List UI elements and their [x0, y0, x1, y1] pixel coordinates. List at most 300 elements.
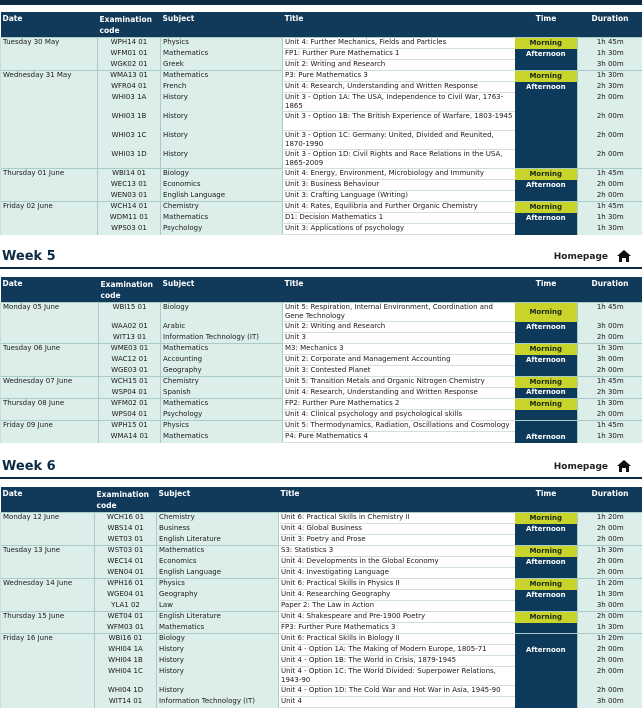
exam-code-cell: WPH15 01 [99, 421, 161, 432]
subject-cell: Mathematics [161, 213, 283, 224]
time-cell: Morning [515, 546, 578, 557]
time-cell: Afternoon [515, 524, 578, 535]
duration-cell: 2h 00m [578, 557, 642, 568]
subject-cell: Economics [161, 180, 283, 191]
title-cell: Unit 3 [283, 333, 515, 344]
home-icon[interactable] [616, 249, 632, 263]
date-cell [1, 213, 98, 224]
time-cell: Afternoon [515, 388, 578, 399]
col-subject: Subject [161, 277, 283, 303]
time-cell [515, 224, 578, 235]
date-cell: Wednesday 14 June [1, 579, 95, 590]
week5-header-row [1, 277, 642, 303]
time-cell [515, 667, 578, 686]
duration-cell: 2h 30m [578, 388, 642, 399]
time-cell: Afternoon [515, 645, 578, 656]
subject-cell: Physics [157, 579, 279, 590]
date-cell: Thursday 01 June [1, 169, 98, 180]
subject-cell: Mathematics [161, 432, 283, 443]
table-row [1, 634, 642, 645]
week6-header-row [1, 487, 642, 513]
home-icon[interactable] [616, 459, 632, 473]
duration-cell: 1h 30m [578, 49, 642, 60]
table-row [1, 180, 642, 191]
exam-code-cell: WFM03 01 [95, 623, 157, 634]
subject-cell: Spanish [161, 388, 283, 399]
duration-cell: 2h 00m [578, 686, 642, 697]
date-cell [1, 388, 99, 399]
duration-cell: 2h 00m [578, 410, 642, 421]
title-cell: Unit 4 - Option 1B: The World in Crisis, 1879-1945 [279, 656, 515, 667]
subject-cell: Geography [157, 590, 279, 601]
exam-code-cell: WFM02 01 [99, 399, 161, 410]
subject-cell: Business [157, 524, 279, 535]
date-cell [1, 112, 98, 131]
subject-cell: Mathematics [161, 49, 283, 60]
exam-code-cell: WPH16 01 [95, 579, 157, 590]
title-cell: Unit 4 [279, 697, 515, 708]
date-cell [1, 60, 98, 71]
duration-cell: 3h 00m [578, 697, 642, 708]
table-row [1, 71, 642, 82]
subject-cell: Greek [161, 60, 283, 71]
duration-cell: 2h 00m [578, 333, 642, 344]
duration-cell: 1h 20m [578, 579, 642, 590]
duration-cell: 1h 45m [578, 169, 642, 180]
duration-cell: 1h 45m [578, 377, 642, 388]
exam-code-cell: WET04 01 [95, 612, 157, 623]
title-cell: Unit 5: Transition Metals and Organic Nitrogen Chemistry [283, 377, 515, 388]
duration-cell: 2h 00m [578, 93, 642, 112]
duration-cell: 1h 30m [578, 213, 642, 224]
table-row [1, 524, 642, 535]
time-cell [515, 656, 578, 667]
subject-cell: French [161, 82, 283, 93]
date-cell [1, 656, 95, 667]
exam-code-cell: WEN03 01 [98, 191, 161, 202]
time-cell: Morning [515, 202, 578, 213]
table-row [1, 377, 642, 388]
date-cell [1, 150, 98, 169]
title-cell: Unit 2: Writing and Research [283, 60, 515, 71]
table-row [1, 686, 642, 697]
week5-underline [0, 267, 642, 269]
week5-heading-bar [0, 247, 642, 269]
title-cell: Unit 2: Corporate and Management Accounting [283, 355, 515, 366]
time-cell [515, 634, 578, 645]
time-cell [515, 333, 578, 344]
duration-cell: 2h 00m [578, 535, 642, 546]
week6-title: Week 6 [2, 459, 56, 474]
subject-cell: Mathematics [157, 623, 279, 634]
date-cell: Monday 12 June [1, 513, 95, 524]
exam-code-cell: WGE03 01 [99, 366, 161, 377]
time-cell: Morning [515, 38, 578, 49]
title-cell: Paper 2: The Law in Action [279, 601, 515, 612]
subject-cell: English Language [157, 568, 279, 579]
subject-cell: English Literature [157, 535, 279, 546]
exam-code-cell: WMA13 01 [98, 71, 161, 82]
col-time: Time [515, 277, 578, 303]
exam-code-cell: WCH15 01 [99, 377, 161, 388]
exam-code-cell: WHI04 1A [95, 645, 157, 656]
title-cell: Unit 2: Writing and Research [283, 322, 515, 333]
date-cell [1, 645, 95, 656]
col-code: Examination code [95, 487, 157, 513]
time-cell [515, 60, 578, 71]
subject-cell: Mathematics [161, 344, 283, 355]
time-cell: Morning [515, 377, 578, 388]
duration-cell: 2h 00m [578, 150, 642, 169]
subject-cell: Law [157, 601, 279, 612]
subject-cell: Psychology [161, 410, 283, 421]
title-cell: Unit 3 - Option 1D: Civil Rights and Race Relations in the USA, 1865-2009 [283, 150, 515, 169]
col-duration: Duration [578, 12, 642, 38]
subject-cell: Biology [161, 169, 283, 180]
table-row [1, 623, 642, 634]
date-cell [1, 667, 95, 686]
table-row [1, 191, 642, 202]
title-cell: Unit 5: Respiration, Internal Environment, Coordination and Gene Technology [283, 303, 515, 322]
table-row [1, 224, 642, 235]
duration-cell: 2h 00m [578, 656, 642, 667]
time-cell: Morning [515, 612, 578, 623]
col-code: Examination code [99, 277, 161, 303]
title-cell: Unit 4: Research, Understanding and Written Response [283, 82, 515, 93]
date-cell [1, 590, 95, 601]
duration-cell: 2h 00m [578, 180, 642, 191]
table-row [1, 131, 642, 150]
duration-cell: 3h 00m [578, 322, 642, 333]
exam-code-cell: WGE04 01 [95, 590, 157, 601]
time-cell [515, 410, 578, 421]
duration-cell: 2h 00m [578, 191, 642, 202]
exam-code-cell: WIT14 01 [95, 697, 157, 708]
subject-cell: English Literature [157, 612, 279, 623]
exam-code-cell: WME03 01 [99, 344, 161, 355]
top-bar [0, 0, 642, 5]
date-cell [1, 191, 98, 202]
title-cell: Unit 4 - Option 1C: The World Divided: Superpower Relations, 1943-90 [279, 667, 515, 686]
exam-code-cell: WHI04 1B [95, 656, 157, 667]
exam-code-cell: WEC13 01 [98, 180, 161, 191]
exam-code-cell: WEN04 01 [95, 568, 157, 579]
subject-cell: Biology [161, 303, 283, 322]
title-cell: Unit 3 - Option 1B: The British Experience of Warfare, 1803-1945 [283, 112, 515, 131]
subject-cell: History [161, 131, 283, 150]
time-cell [515, 697, 578, 708]
homepage-link[interactable]: Homepage [553, 252, 608, 262]
title-cell: Unit 4 - Option 1D: The Cold War and Hot War in Asia, 1945-90 [279, 686, 515, 697]
time-cell: Morning [515, 513, 578, 524]
table-row [1, 601, 642, 612]
exam-code-cell: WFM01 01 [98, 49, 161, 60]
subject-cell: Psychology [161, 224, 283, 235]
subject-cell: Chemistry [161, 202, 283, 213]
table-row [1, 333, 642, 344]
date-cell: Wednesday 31 May [1, 71, 98, 82]
table-row [1, 112, 642, 131]
exam-code-cell: WBI15 01 [99, 303, 161, 322]
col-title: Title [283, 12, 515, 38]
week5-title: Week 5 [2, 249, 56, 264]
table-row [1, 432, 642, 443]
title-cell: FP3: Further Pure Mathematics 3 [279, 623, 515, 634]
time-cell [515, 131, 578, 150]
time-cell: Morning [515, 169, 578, 180]
exam-code-cell: WST03 01 [95, 546, 157, 557]
date-cell: Tuesday 13 June [1, 546, 95, 557]
time-cell: Morning [515, 399, 578, 410]
table-row [1, 667, 642, 686]
duration-cell: 3h 00m [578, 601, 642, 612]
col-title: Title [283, 277, 515, 303]
date-cell [1, 432, 99, 443]
duration-cell: 2h 00m [578, 524, 642, 535]
subject-cell: English Language [161, 191, 283, 202]
table-row [1, 388, 642, 399]
time-cell [515, 366, 578, 377]
time-cell [515, 93, 578, 112]
date-cell [1, 410, 99, 421]
duration-cell: 1h 45m [578, 303, 642, 322]
date-cell: Thursday 08 June [1, 399, 99, 410]
title-cell: P3: Pure Mathematics 3 [283, 71, 515, 82]
subject-cell: Geography [161, 366, 283, 377]
title-cell: Unit 4: Further Mechanics, Fields and Particles [283, 38, 515, 49]
date-cell [1, 180, 98, 191]
week6-underline [0, 477, 642, 479]
week6-heading-bar [0, 457, 642, 479]
subject-cell: Arabic [161, 322, 283, 333]
title-cell: Unit 3: Crafting Language (Writing) [283, 191, 515, 202]
table-row [1, 213, 642, 224]
date-cell: Tuesday 30 May [1, 38, 98, 49]
title-cell: Unit 3: Contested Planet [283, 366, 515, 377]
exam-code-cell: WHI03 1A [98, 93, 161, 112]
time-cell: Morning [515, 303, 578, 322]
date-cell [1, 568, 95, 579]
table-row [1, 60, 642, 71]
title-cell: Unit 4: Researching Geography [279, 590, 515, 601]
duration-cell: 2h 00m [578, 568, 642, 579]
exam-code-cell: WPS03 01 [98, 224, 161, 235]
col-code: Examination code [98, 12, 161, 38]
col-date: Date [1, 487, 95, 513]
time-cell: Afternoon [515, 49, 578, 60]
time-cell [515, 686, 578, 697]
table-row [1, 169, 642, 180]
time-cell: Morning [515, 71, 578, 82]
date-cell [1, 524, 95, 535]
subject-cell: Mathematics [161, 71, 283, 82]
subject-cell: Mathematics [157, 546, 279, 557]
subject-cell: History [157, 667, 279, 686]
col-subject: Subject [161, 12, 283, 38]
exam-code-cell: WHI03 1D [98, 150, 161, 169]
date-cell [1, 535, 95, 546]
title-cell: Unit 3: Business Behaviour [283, 180, 515, 191]
table-row [1, 579, 642, 590]
table-row [1, 656, 642, 667]
exam-code-cell: WFR04 01 [98, 82, 161, 93]
date-cell [1, 623, 95, 634]
duration-cell: 2h 00m [578, 112, 642, 131]
subject-cell: Physics [161, 38, 283, 49]
subject-cell: History [161, 112, 283, 131]
date-cell: Friday 02 June [1, 202, 98, 213]
subject-cell: Chemistry [157, 513, 279, 524]
title-cell: Unit 3: Applications of psychology [283, 224, 515, 235]
time-cell: Morning [515, 344, 578, 355]
exam-code-cell: WDM11 01 [98, 213, 161, 224]
table-row [1, 303, 642, 322]
duration-cell: 1h 20m [578, 634, 642, 645]
exam-code-cell: WPH14 01 [98, 38, 161, 49]
title-cell: Unit 6: Practical Skills in Biology II [279, 634, 515, 645]
date-cell [1, 224, 98, 235]
time-cell [515, 568, 578, 579]
title-cell: D1: Decision Mathematics 1 [283, 213, 515, 224]
title-cell: Unit 4: Research, Understanding and Written Response [283, 388, 515, 399]
time-cell [515, 623, 578, 634]
date-cell [1, 322, 99, 333]
duration-cell: 1h 45m [578, 202, 642, 213]
exam-code-cell: YLA1 02 [95, 601, 157, 612]
duration-cell: 1h 30m [578, 623, 642, 634]
duration-cell: 3h 00m [578, 355, 642, 366]
title-cell: P4: Pure Mathematics 4 [283, 432, 515, 443]
date-cell: Tuesday 06 June [1, 344, 99, 355]
duration-cell: 2h 30m [578, 82, 642, 93]
exam-code-cell: WHI04 1C [95, 667, 157, 686]
time-cell: Afternoon [515, 180, 578, 191]
table-row [1, 202, 642, 213]
exam-code-cell: WET03 01 [95, 535, 157, 546]
duration-cell: 2h 00m [578, 131, 642, 150]
exam-code-cell: WBS14 01 [95, 524, 157, 535]
date-cell: Thursday 15 June [1, 612, 95, 623]
date-cell: Friday 09 June [1, 421, 99, 432]
time-cell [515, 601, 578, 612]
table-row [1, 49, 642, 60]
date-cell [1, 601, 95, 612]
exam-code-cell: WIT13 01 [99, 333, 161, 344]
title-cell: Unit 4: Shakespeare and Pre-1900 Poetry [279, 612, 515, 623]
title-cell: Unit 4: Rates, Equilibria and Further Organic Chemistry [283, 202, 515, 213]
exam-code-cell: WPS04 01 [99, 410, 161, 421]
exam-code-cell: WHI04 1D [95, 686, 157, 697]
table-row [1, 568, 642, 579]
exam-code-cell: WSP04 01 [99, 388, 161, 399]
title-cell: Unit 4: Global Business [279, 524, 515, 535]
subject-cell: History [157, 656, 279, 667]
title-cell: FP2: Further Pure Mathematics 2 [283, 399, 515, 410]
exam-code-cell: WCH16 01 [95, 513, 157, 524]
homepage-link[interactable]: Homepage [553, 462, 608, 472]
subject-cell: Biology [157, 634, 279, 645]
title-cell: Unit 6: Practical Skills in Physics II [279, 579, 515, 590]
exam-code-cell: WHI03 1B [98, 112, 161, 131]
date-cell [1, 686, 95, 697]
duration-cell: 2h 00m [578, 366, 642, 377]
table-row [1, 697, 642, 708]
subject-cell: History [157, 645, 279, 656]
subject-cell: Chemistry [161, 377, 283, 388]
col-title: Title [279, 487, 515, 513]
title-cell: S3: Statistics 3 [279, 546, 515, 557]
title-cell: Unit 4: Clinical psychology and psychological skills [283, 410, 515, 421]
duration-cell: 1h 30m [578, 546, 642, 557]
time-cell: Afternoon [515, 590, 578, 601]
subject-cell: Accounting [161, 355, 283, 366]
duration-cell: 2h 00m [578, 645, 642, 656]
subject-cell: Physics [161, 421, 283, 432]
time-cell [515, 421, 578, 432]
exam-code-cell: WHI03 1C [98, 131, 161, 150]
week4-header-row [1, 12, 642, 38]
table-row [1, 421, 642, 432]
table-row [1, 93, 642, 112]
subject-cell: History [161, 150, 283, 169]
week6-table [0, 487, 642, 708]
duration-cell: 1h 30m [578, 590, 642, 601]
date-cell [1, 93, 98, 112]
date-cell [1, 49, 98, 60]
table-row [1, 344, 642, 355]
table-row [1, 513, 642, 524]
exam-code-cell: WBI16 01 [95, 634, 157, 645]
table-row [1, 645, 642, 656]
duration-cell: 2h 00m [578, 667, 642, 686]
time-cell: Afternoon [515, 322, 578, 333]
duration-cell: 1h 30m [578, 224, 642, 235]
date-cell: Friday 16 June [1, 634, 95, 645]
title-cell: Unit 4: Investigating Language [279, 568, 515, 579]
subject-cell: Economics [157, 557, 279, 568]
table-row [1, 82, 642, 93]
col-date: Date [1, 277, 99, 303]
table-row [1, 366, 642, 377]
date-cell [1, 333, 99, 344]
col-time: Time [515, 487, 578, 513]
col-subject: Subject [157, 487, 279, 513]
col-date: Date [1, 12, 98, 38]
date-cell [1, 355, 99, 366]
subject-cell: Information Technology (IT) [157, 697, 279, 708]
title-cell: Unit 6: Practical Skills in Chemistry II [279, 513, 515, 524]
time-cell: Afternoon [515, 557, 578, 568]
date-cell [1, 366, 99, 377]
time-cell: Afternoon [515, 82, 578, 93]
time-cell [515, 191, 578, 202]
table-row [1, 322, 642, 333]
table-row [1, 38, 642, 49]
table-row [1, 590, 642, 601]
subject-cell: Information Technology (IT) [161, 333, 283, 344]
title-cell: Unit 5: Thermodynamics, Radiation, Oscillations and Cosmology [283, 421, 515, 432]
table-row [1, 399, 642, 410]
duration-cell: 1h 45m [578, 38, 642, 49]
title-cell: M3: Mechanics 3 [283, 344, 515, 355]
date-cell: Monday 05 June [1, 303, 99, 322]
col-time: Time [515, 12, 578, 38]
table-row [1, 150, 642, 169]
table-row [1, 535, 642, 546]
title-cell: Unit 3: Poetry and Prose [279, 535, 515, 546]
duration-cell: 3h 00m [578, 60, 642, 71]
duration-cell: 1h 20m [578, 513, 642, 524]
